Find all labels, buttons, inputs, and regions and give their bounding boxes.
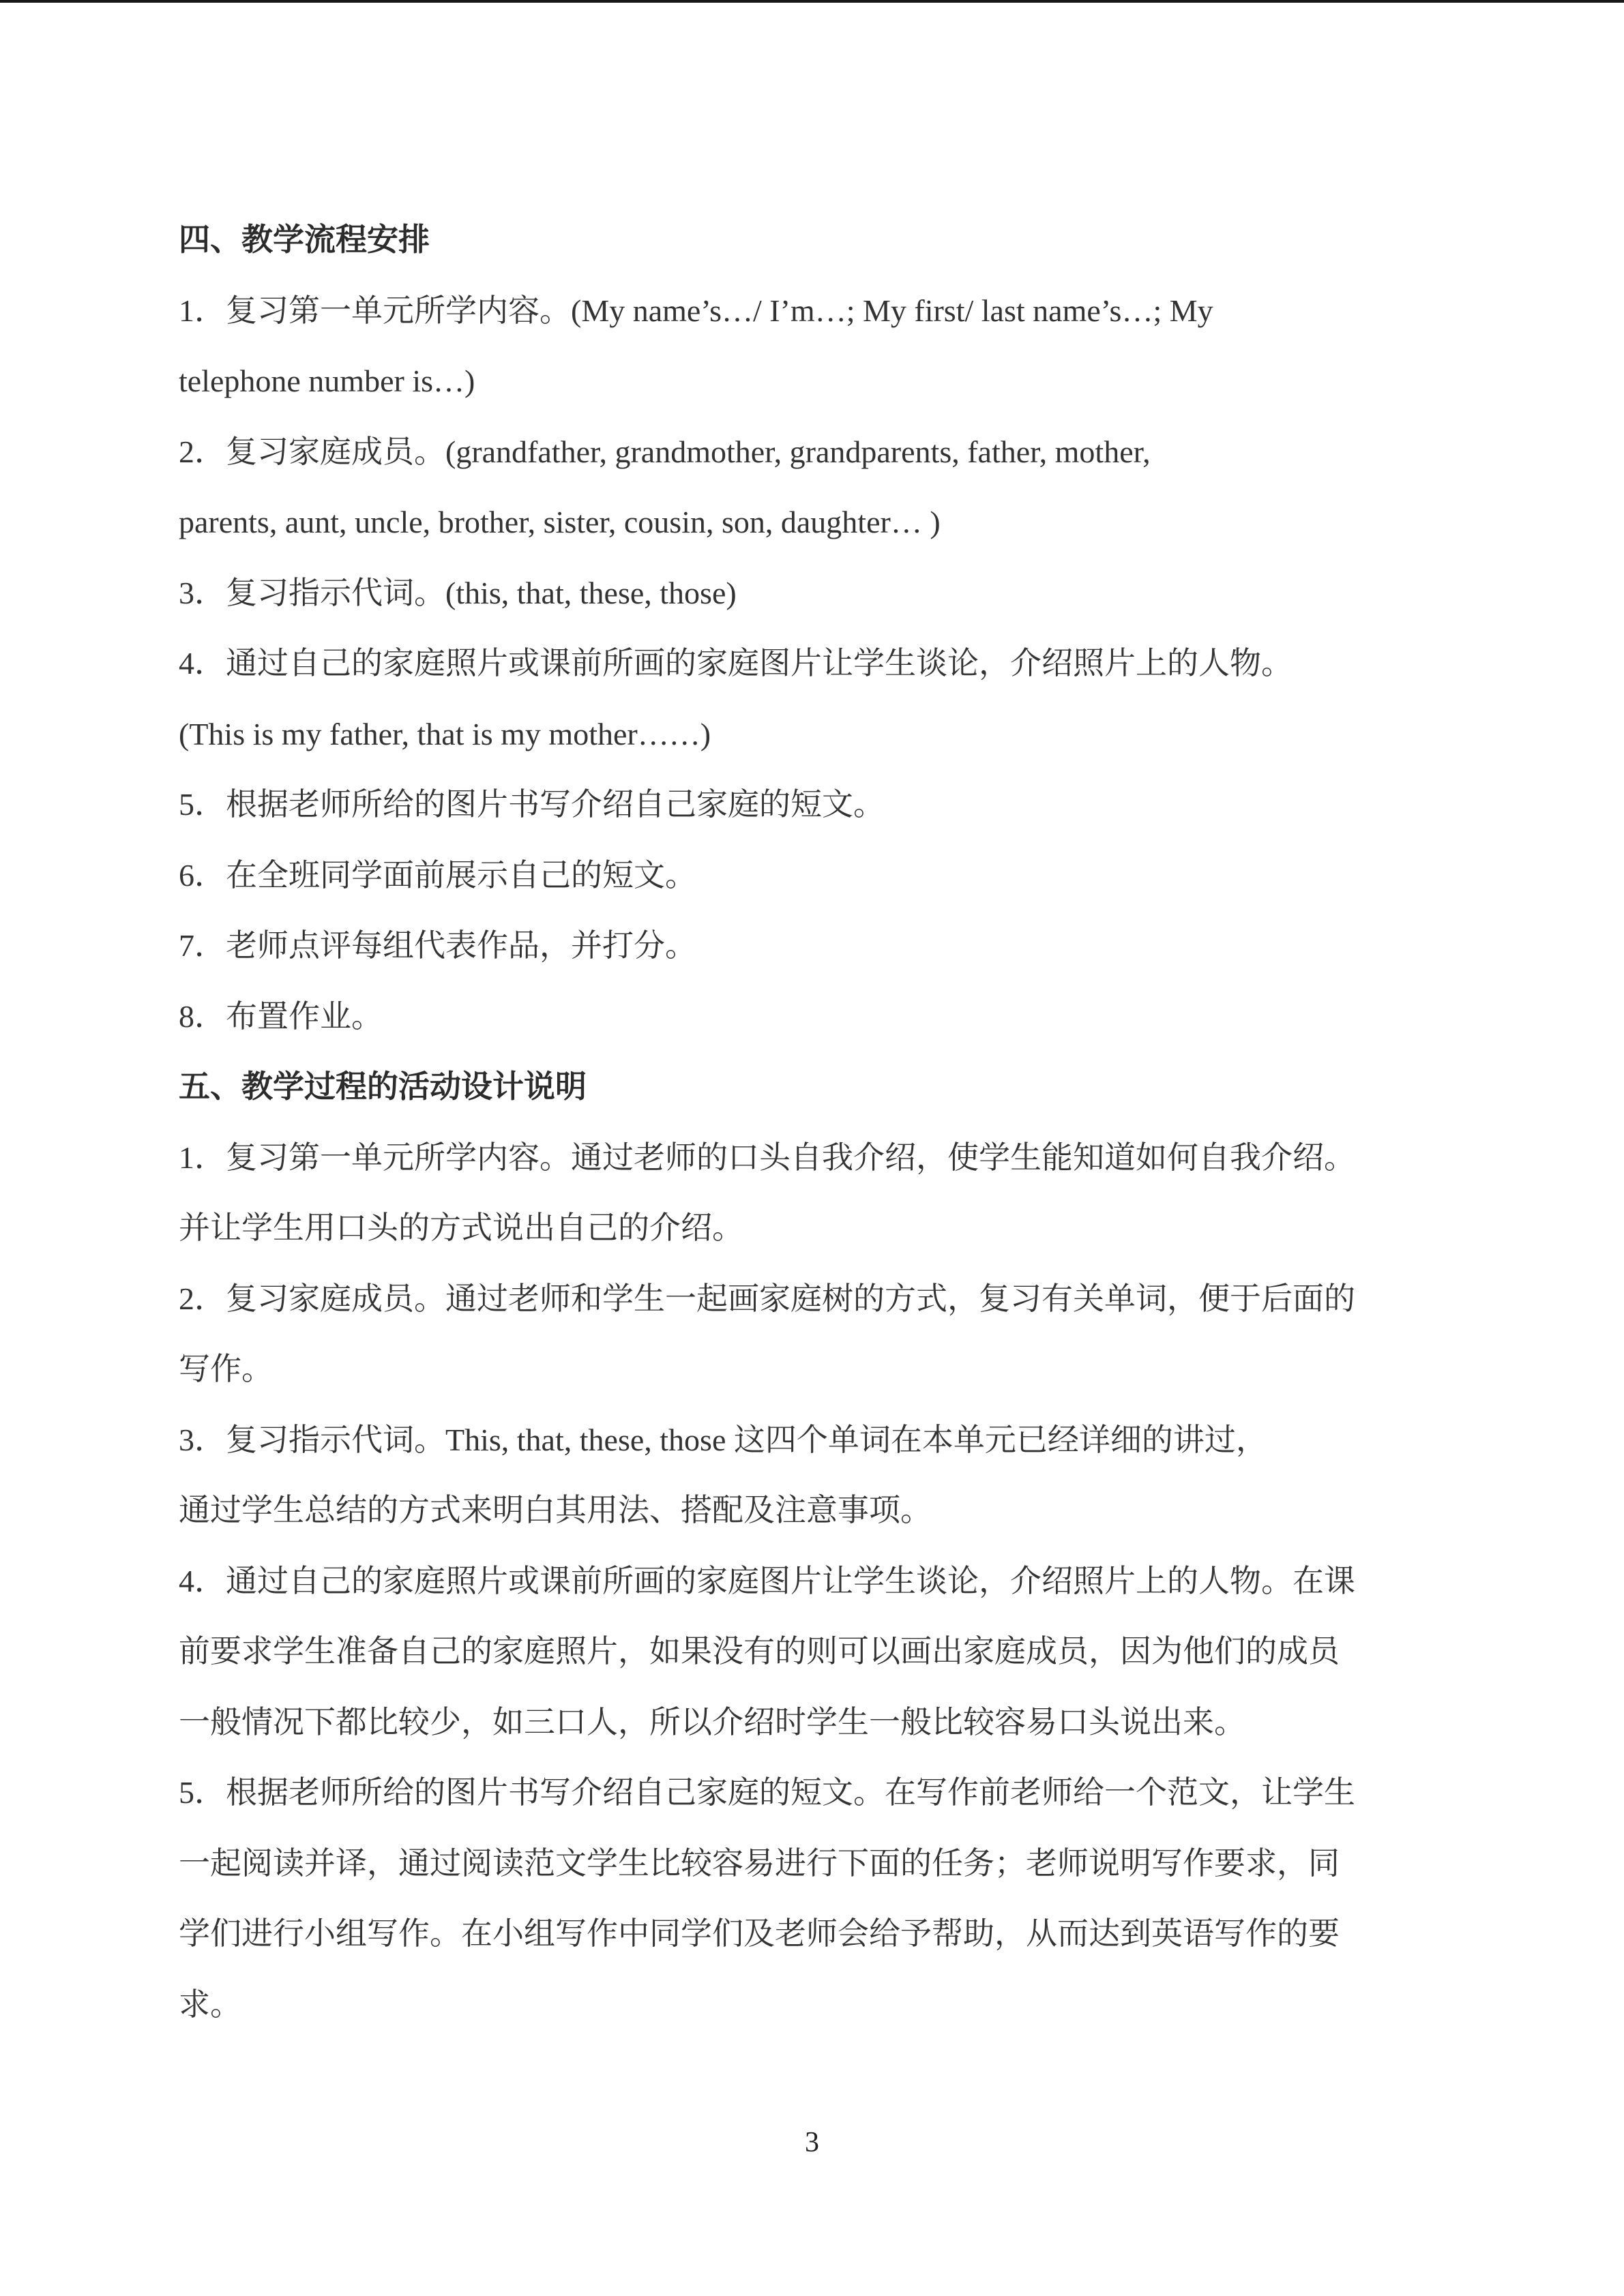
text-line: 通过学生总结的方式来明白其用法、搭配及注意事项。 [179,1493,932,1527]
page-number: 3 [805,2127,819,2158]
text-line: 前要求学生准备自己的家庭照片，如果没有的则可以画出家庭成员，因为他们的成员 [179,1634,1340,1669]
text-line: telephone number is…) [179,363,475,398]
section-activity-design-notes [179,1052,1437,2040]
text-line: 3．复习指示代词。This, that, these, those 这四个单词在本单元已经详细的讲过， [179,1422,1267,1457]
text-line: 学们进行小组写作。在小组写作中同学们及老师会给予帮助，从而达到英语写作的要 [179,1916,1340,1951]
text-line: 5．根据老师所给的图片书写介绍自己家庭的短文。在写作前老师给一个范文，让学生 [179,1775,1355,1810]
text-line: 写作。 [179,1352,273,1386]
page-top-border [0,0,1624,3]
text-line: 2．复习家庭成员。通过老师和学生一起画家庭树的方式，复习有关单词，便于后面的 [179,1281,1355,1316]
text-line: 求。 [179,1986,241,2022]
text-line: 4．通过自己的家庭照片或课前所画的家庭图片让学生谈论，介绍照片上的人物。 [179,646,1293,681]
text-line: 5．根据老师所给的图片书写介绍自己家庭的短文。 [179,787,885,822]
text-line: 并让学生用口头的方式说出自己的介绍。 [179,1210,743,1245]
text-line: 1．复习第一单元所学内容。(My name’s…/ I’m…; My first/ last name’s…; My [179,293,1213,328]
text-line: 1．复习第一单元所学内容。通过老师的口头自我介绍，使学生能知道如何自我介绍。 [179,1139,1355,1175]
document-body [179,205,1437,2040]
text-line: 6．在全班同学面前展示自己的短文。 [179,857,696,893]
section-heading-5: 五、教学过程的活动设计说明 [179,1069,587,1104]
text-line: 一起阅读并译，通过阅读范文学生比较容易进行下面的任务；老师说明写作要求，同 [179,1845,1340,1881]
text-line: 2．复习家庭成员。(grandfather, grandmother, grandparents, father, mother, [179,434,1151,469]
text-line: 7．老师点评每组代表作品，并打分。 [179,928,696,963]
text-line: 3．复习指示代词。(this, that, these, those) [179,575,737,610]
section-teaching-procedure [179,205,1437,1052]
text-line: 4．通过自己的家庭照片或课前所画的家庭图片让学生谈论，介绍照片上的人物。在课 [179,1563,1355,1598]
text-line: 一般情况下都比较少，如三口人，所以介绍时学生一般比较容易口头说出来。 [179,1704,1245,1740]
section-heading-4: 四、教学流程安排 [179,222,430,257]
text-line: (This is my father, that is my mother……) [179,716,711,751]
text-line: parents, aunt, uncle, brother, sister, cousin, son, daughter… ) [179,505,941,539]
text-line: 8．布置作业。 [179,998,383,1034]
